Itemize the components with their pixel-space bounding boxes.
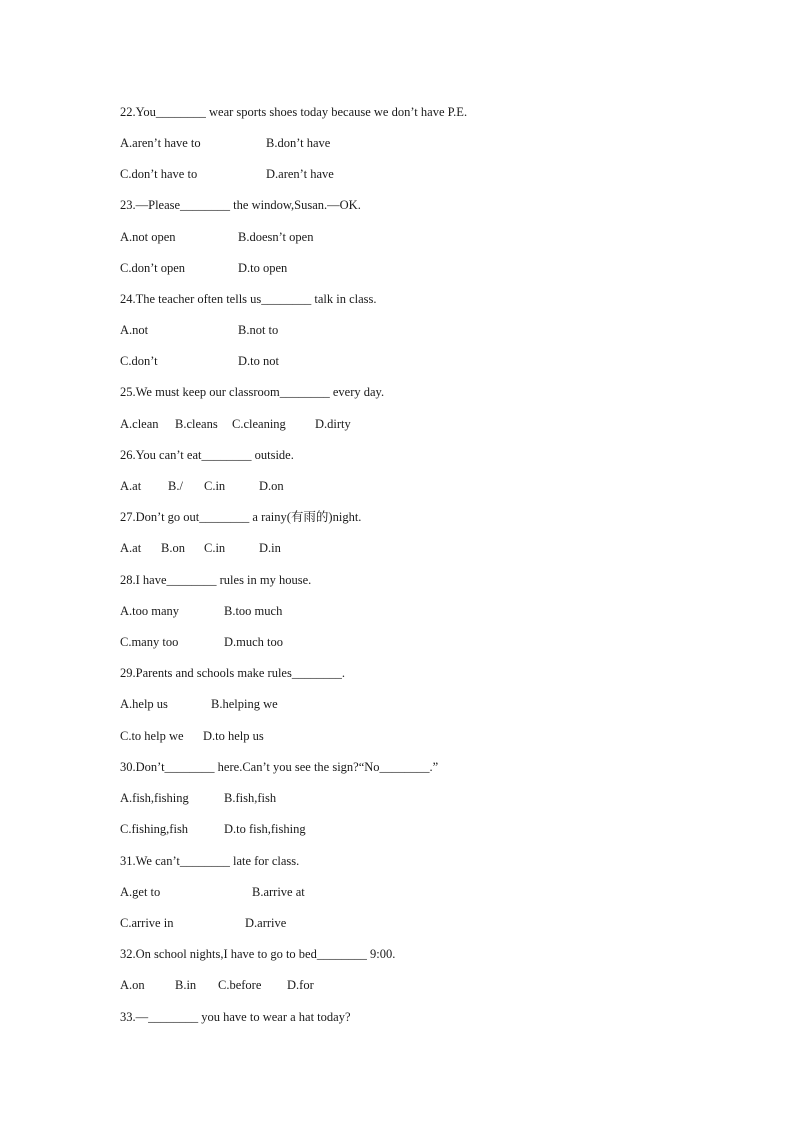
answer-option: A.not (120, 323, 149, 337)
question-stem: 28.I have________ rules in my house. (120, 573, 312, 587)
question-stem: 23.—Please________ the window,Susan.—OK. (120, 198, 361, 212)
answer-option: D.aren’t have (266, 167, 334, 181)
question-stem: 27.Don’t go out________ a rainy(有雨的)night. (120, 510, 362, 524)
answer-option: C.don’t (120, 354, 158, 368)
answer-option: C.to help we (120, 729, 184, 743)
answer-option: B.not to (238, 323, 279, 337)
answer-option: A.clean (120, 417, 159, 431)
answer-option: A.at (120, 479, 142, 493)
question-stem: 25.We must keep our classroom________ every day. (120, 385, 385, 399)
question-stem: 33.—________ you have to wear a hat today? (120, 1010, 351, 1024)
answer-option: A.on (120, 978, 145, 992)
answer-option: A.help us (120, 697, 168, 711)
answer-option: C.don’t have to (120, 167, 198, 181)
answer-option: B./ (168, 479, 183, 493)
question-stem: 32.On school nights,I have to go to bed________ 9:00. (120, 947, 396, 961)
answer-option: D.dirty (315, 417, 351, 431)
question-stem: 31.We can’t________ late for class. (120, 854, 300, 868)
answer-option: C.in (204, 479, 226, 493)
answer-option: D.arrive (245, 916, 287, 930)
answer-option: A.at (120, 541, 142, 555)
answer-option: B.don’t have (266, 136, 331, 150)
answer-option: B.in (175, 978, 197, 992)
answer-option: A.aren’t have to (120, 136, 201, 150)
answer-option: D.to help us (203, 729, 264, 743)
answer-option: B.too much (224, 604, 283, 618)
question-stem: 26.You can’t eat________ outside. (120, 448, 294, 462)
answer-option: B.on (161, 541, 185, 555)
answer-option: D.much too (224, 635, 284, 649)
question-stem: 30.Don’t________ here.Can’t you see the sign?“No________.” (120, 760, 439, 774)
answer-option: C.fishing,fish (120, 822, 189, 836)
answer-option: B.helping we (211, 697, 278, 711)
answer-option: C.don’t open (120, 261, 186, 275)
answer-option: D.to fish,fishing (224, 822, 306, 836)
answer-option: D.in (259, 541, 281, 555)
answer-option: C.in (204, 541, 226, 555)
answer-option: B.fish,fish (224, 791, 277, 805)
answer-option: A.fish,fishing (120, 791, 189, 805)
question-stem: 22.You________ wear sports shoes today because we don’t have P.E. (120, 105, 468, 119)
answer-option: D.for (287, 978, 314, 992)
answer-option: D.to open (238, 261, 288, 275)
answer-option: B.arrive at (252, 885, 305, 899)
question-stem: 24.The teacher often tells us________ talk in class. (120, 292, 377, 306)
answer-option: C.many too (120, 635, 179, 649)
answer-option: A.get to (120, 885, 161, 899)
answer-option: D.to not (238, 354, 279, 368)
answer-option: A.too many (120, 604, 180, 618)
answer-option: D.on (259, 479, 284, 493)
answer-option: C.arrive in (120, 916, 174, 930)
answer-option: A.not open (120, 230, 176, 244)
answer-option: B.doesn’t open (238, 230, 314, 244)
answer-option: C.before (218, 978, 262, 992)
question-stem: 29.Parents and schools make rules________. (120, 666, 345, 680)
answer-option: C.cleaning (232, 417, 286, 431)
answer-option: B.cleans (175, 417, 218, 431)
